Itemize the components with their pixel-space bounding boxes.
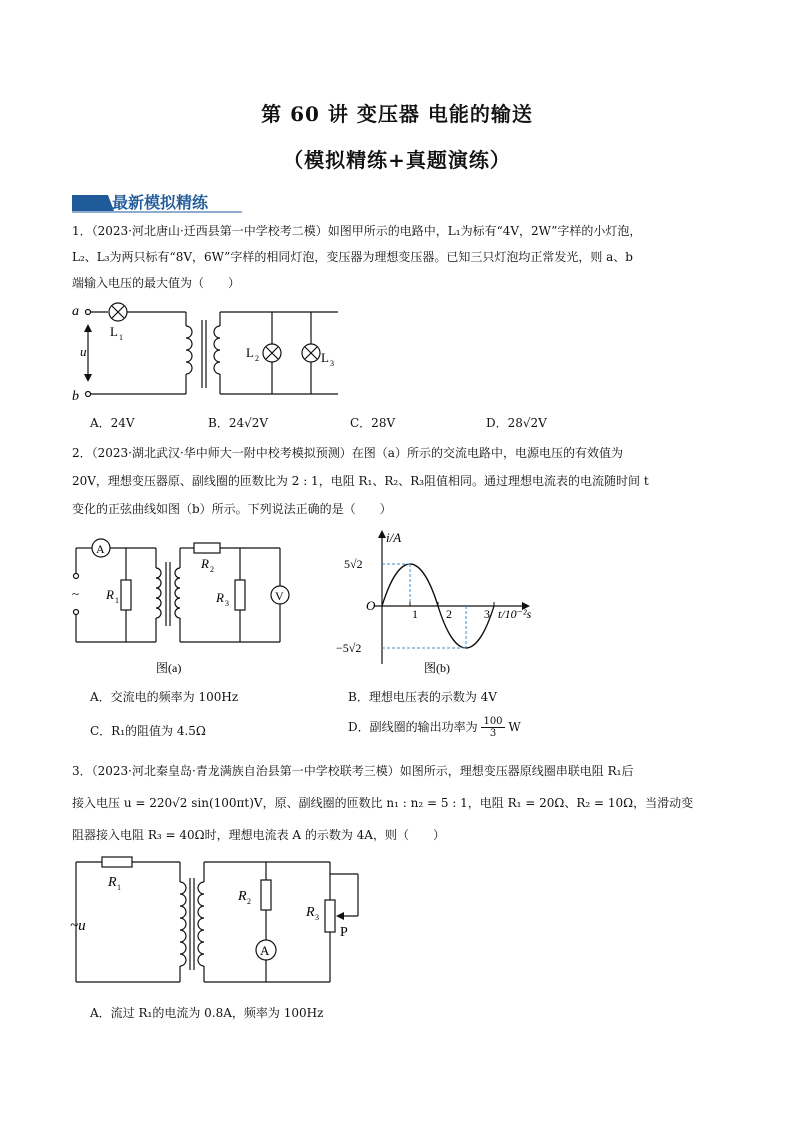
label-R2: R: [201, 556, 209, 571]
label-L3: L: [321, 350, 329, 365]
label-L2: L: [246, 345, 254, 360]
fig-a-caption: 图(a): [156, 661, 182, 675]
q2-option-d-prefix: D．副线圈的输出功率为: [348, 720, 478, 734]
q2-option-a[interactable]: A．交流电的频率为 100Hz: [90, 690, 239, 704]
q3-circuit-diagram: [68, 852, 368, 992]
graph-tick-2: 2: [446, 607, 452, 621]
svg-text:2: 2: [247, 897, 251, 906]
q1-option-a[interactable]: A．24V: [90, 416, 135, 430]
graph-origin: O: [366, 598, 376, 613]
label-L1: L: [110, 324, 118, 339]
q2-option-d[interactable]: [348, 716, 521, 739]
label-R1: R: [106, 587, 114, 602]
q3-line3: 阻器接入电阻 R₃ = 40Ω时，理想电流表 A 的示数为 4A，则（ ）: [72, 828, 445, 842]
section-heading: 最新模拟精练: [112, 193, 209, 212]
label-L2-sub: 2: [255, 354, 259, 363]
q1-option-c[interactable]: C．28V: [350, 416, 396, 430]
fig-b-caption: 图(b): [424, 661, 450, 675]
q2-line2: 20V，理想变压器原、副线圈的匝数比为 2 : 1，电阻 R₁、R₂、R₃阻值相同。通过理想电流表的电流随时间 t: [72, 474, 649, 488]
label-a: a: [72, 304, 79, 319]
svg-text:3: 3: [315, 913, 319, 922]
q2-option-c[interactable]: C．R₁的阻值为 4.5Ω: [90, 724, 206, 738]
q1-option-b[interactable]: B．24√2V: [208, 416, 269, 430]
q2-option-d-unit: W: [508, 720, 521, 734]
svg-text:1: 1: [117, 883, 121, 892]
q1-line2: L₂、L₃为两只标有“8V，6W”字样的相同灯泡，变压器为理想变压器。已知三只灯泡均正常发光，则 a、b: [72, 250, 633, 264]
label-R1: R: [108, 875, 117, 890]
voltmeter-label: V: [275, 589, 284, 603]
page-subtitle: （模拟精练+真题演练）: [283, 148, 511, 172]
q3-line1: 3．（2023·河北秦皇岛·青龙满族自治县第一中学校联考三模）如图所示，理想变压器原线圈串联电阻 R₁后: [72, 764, 634, 778]
page-title: 第 60 讲 变压器 电能的输送: [261, 102, 533, 126]
label-u: u: [80, 344, 87, 359]
label-b: b: [72, 389, 79, 404]
label-R2: R: [238, 889, 247, 904]
svg-text:1: 1: [115, 596, 119, 605]
q2-option-b[interactable]: B．理想电压表的示数为 4V: [348, 690, 497, 704]
q3-line2: 接入电压 u = 220√2 sin(100πt)V，原、副线圈的匝数比 n₁ : n₂ = 5 : 1，电阻 R₁ = 20Ω、R₂ = 10Ω，当滑动变: [72, 796, 694, 810]
graph-tick-3: 3: [484, 607, 490, 621]
graph-tick-1: 1: [412, 607, 418, 621]
q2-line1: 2．（2023·湖北武汉·华中师大一附中校考模拟预测）在图（a）所示的交流电路中，电源电压的有效值为: [72, 446, 623, 460]
graph-x-label: t/10⁻²s: [498, 607, 532, 621]
label-L3-sub: 3: [330, 359, 334, 368]
source-label-u: ~u: [70, 918, 86, 934]
label-L1-sub: 1: [119, 333, 123, 342]
label-R3: R: [306, 905, 315, 920]
q2-option-d-fraction: $\frac{100}{3}$: [483, 716, 503, 739]
slider-label-P: P: [340, 925, 348, 940]
q1-option-d[interactable]: D．28√2V: [486, 416, 547, 430]
q1-line3: 端输入电压的最大值为（ ）: [72, 276, 241, 290]
q2-circuit-diagram-a: [68, 532, 298, 677]
q3-option-a[interactable]: A．流过 R₁的电流为 0.8A，频率为 100Hz: [90, 1006, 324, 1020]
graph-y-top: 5√2: [344, 557, 363, 571]
q2-line3: 变化的正弦曲线如图（b）所示。下列说法正确的是（ ）: [72, 502, 392, 516]
svg-text:3: 3: [225, 599, 229, 608]
graph-y-label: i/A: [386, 530, 402, 545]
svg-text:2: 2: [210, 565, 214, 574]
q1-circuit-diagram: [68, 298, 358, 408]
ammeter-label: A: [96, 542, 105, 556]
ammeter-label: A: [260, 943, 270, 958]
q2-current-graph-b: [330, 524, 560, 679]
q1-line1: 1．（2023·河北唐山·迁西县第一中学校考二模）如图甲所示的电路中，L₁为标有“4V，2W”字样的小灯泡，: [72, 224, 642, 238]
graph-y-bottom: −5√2: [336, 641, 362, 655]
ac-source-symbol: ~: [72, 586, 80, 601]
label-R3: R: [216, 590, 224, 605]
